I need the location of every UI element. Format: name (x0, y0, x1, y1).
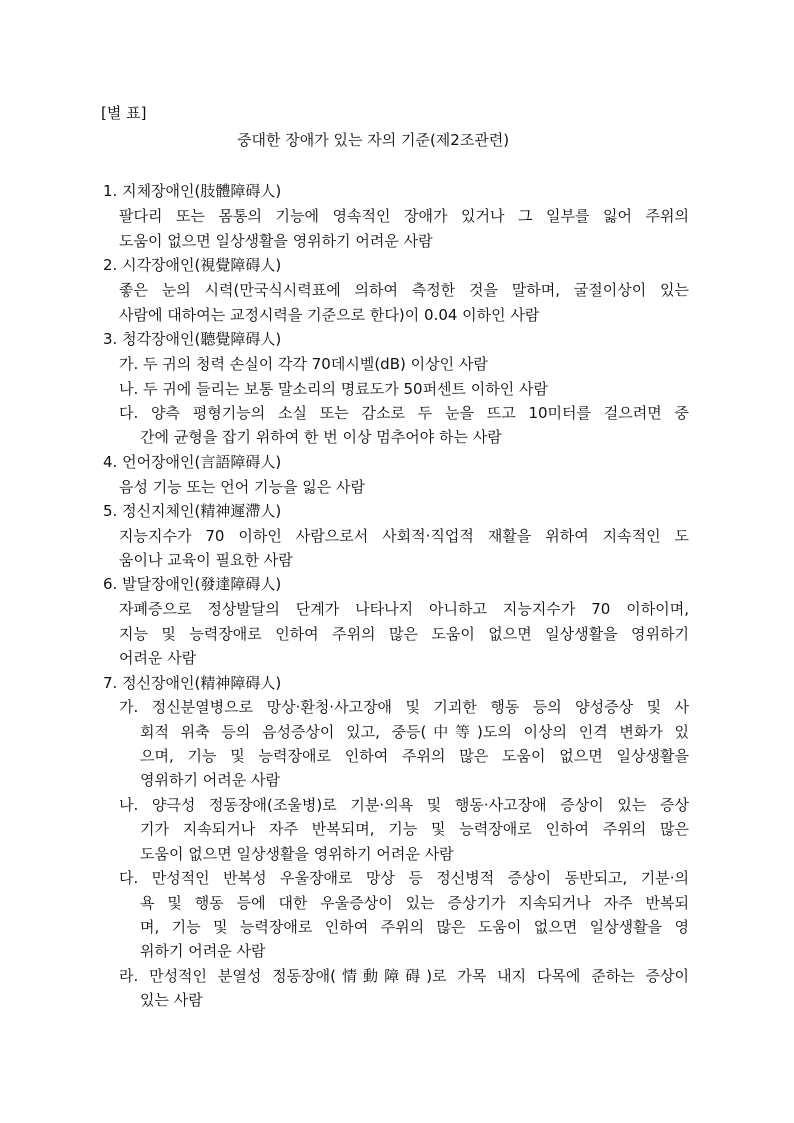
sub-item-line: 며, 기능 및 능력장애로 인하여 주위의 많은 도움이 없으면 일상생활을 영 (140, 918, 689, 936)
sub-item-line: 가. 두 귀의 청력 손실이 각각 70데시벨(dB) 이상인 사람 (119, 355, 488, 373)
sub-item-line: 욕 및 행동 등에 대한 우울증상이 있는 증상기가 지속되거나 자주 반복되 (140, 894, 689, 912)
sub-item-line: 기가 지속되거나 자주 반복되며, 기능 및 능력장애로 인하여 주위의 많은 (140, 820, 689, 838)
sub-item-line: 다. 양측 평형기능의 소실 또는 감소로 두 눈을 뜨고 10미터를 걸으려면 중 (119, 404, 689, 422)
sub-item-line: 라. 만성적인 분열성 정동장애(情動障碍)로 가목 내지 다목에 준하는 증상이 (119, 967, 689, 985)
section-heading: 6. 발달장애인(發達障碍人) (103, 575, 282, 593)
sub-item-line: 가. 정신분열병으로 망상·환청·사고장애 및 기괴한 행동 등의 양성증상 및 사 (119, 698, 689, 716)
body-line: 지능 및 능력장애로 인하여 주위의 많은 도움이 없으면 일상생활을 영위하기 (119, 625, 689, 643)
appendix-label: [별 표] (101, 104, 147, 122)
document-title: 중대한 장애가 있는 자의 기준(제2조관련) (237, 131, 510, 149)
body-line: 사람에 대하여는 교정시력을 기준으로 한다)이 0.04 이하인 사람 (119, 306, 540, 324)
body-line: 지능지수가 70 이하인 사람으로서 사회적·직업적 재활을 위하여 지속적인 도 (119, 527, 689, 545)
sub-item-line: 나. 양극성 정동장애(조울병)로 기분·의욕 및 행동·사고장애 증상이 있는 증상 (119, 796, 689, 814)
section-heading: 1. 지체장애인(肢體障碍人) (103, 182, 282, 200)
sub-item-line: 회적 위축 등의 음성증상이 있고, 중등(中等)도의 이상의 인격 변화가 있 (140, 723, 689, 741)
body-line: 팔다리 또는 몸통의 기능에 영속적인 장애가 있거나 그 일부를 잃어 주위의 (119, 207, 689, 225)
sub-item-line: 다. 만성적인 반복성 우울장애로 망상 등 정신병적 증상이 동반되고, 기분·의 (119, 869, 689, 887)
section-heading: 3. 청각장애인(聽覺障碍人) (103, 330, 282, 348)
sub-item-line: 영위하기 어려운 사람 (140, 771, 280, 789)
body-line: 자폐증으로 정상발달의 단계가 나타나지 아니하고 지능지수가 70 이하이며, (119, 600, 689, 618)
section-heading: 4. 언어장애인(言語障碍人) (103, 453, 282, 471)
body-line: 움이나 교육이 필요한 사람 (119, 551, 293, 569)
sub-item-line: 으며, 기능 및 능력장애로 인하여 주위의 많은 도움이 없으면 일상생활을 (140, 747, 689, 765)
section-heading: 7. 정신장애인(精神障碍人) (103, 674, 282, 692)
body-line: 어려운 사람 (119, 649, 197, 667)
sub-item-line: 도움이 없으면 일상생활을 영위하기 어려운 사람 (140, 845, 454, 863)
sub-item-line: 나. 두 귀에 들리는 보통 말소리의 명료도가 50퍼센트 이하인 사람 (119, 380, 549, 398)
body-line: 도움이 없으면 일상생활을 영위하기 어려운 사람 (119, 232, 433, 250)
section-heading: 5. 정신지체인(精神遲滯人) (103, 502, 282, 520)
sub-item-line: 간에 균형을 잡기 위하여 한 번 이상 멈추어야 하는 사람 (140, 428, 502, 446)
body-line: 음성 기능 또는 언어 기능을 잃은 사람 (119, 478, 365, 496)
sub-item-line: 위하기 어려운 사람 (140, 942, 266, 960)
body-line: 좋은 눈의 시력(만국식시력표에 의하여 측정한 것을 말하며, 굴절이상이 있는 (119, 281, 689, 299)
section-heading: 2. 시각장애인(視覺障碍人) (103, 256, 282, 274)
sub-item-line: 있는 사람 (140, 991, 203, 1009)
